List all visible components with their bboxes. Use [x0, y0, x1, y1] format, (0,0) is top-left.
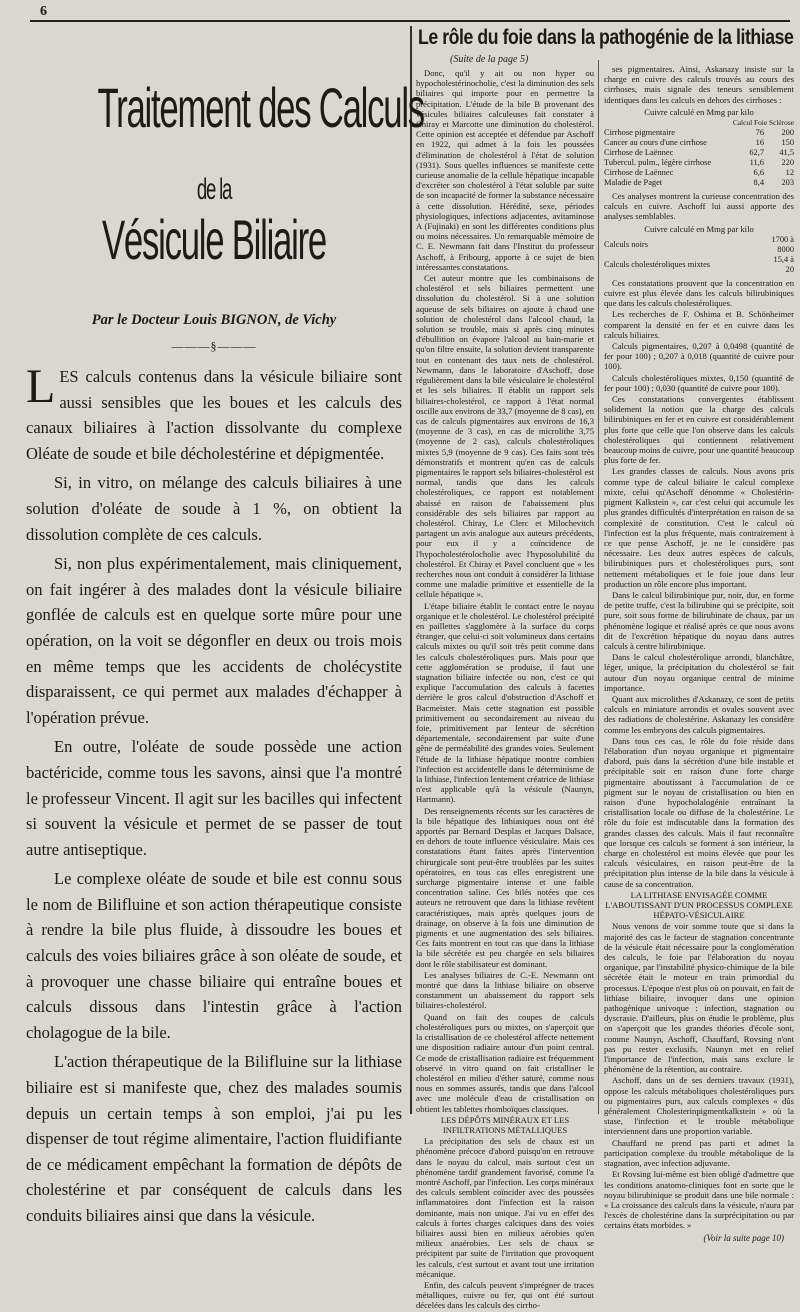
table-cell-label: Cirrhose de Laënnec [604, 168, 674, 178]
paragraph: En outre, l'oléate de soude possède une action bactéricide, comme tous les savons, ainsi que l'a montré le professeur Vincent. Il agit sur les bacilles qui infectent si souvent la vésicule et permet de se passer de tout autre antiseptique. [26, 737, 402, 859]
paragraph: L'action thérapeutique de la Bilifluine sur la lithiase biliaire est si manifeste que, chez des malades soumis depuis un certain temps à son emploi, j'ai pu les dispenser de tout régime alimentaire, l'action fluidifiante de ce médicament empêchant la formation de dépôts de cholestérine et par conséquent de calculs dans les conduits biliaires ainsi que dans la vésicule. [26, 1052, 402, 1225]
table-cell-label: Cirrhose pigmentaire [604, 128, 675, 138]
table-row [604, 168, 794, 178]
title-line-3: Vésicule Biliaire [102, 208, 326, 271]
table-cell-label: Tubercul. pulm., légère cirrhose [604, 158, 712, 168]
paragraph: Ces constatations convergentes établissent solidement la notion que la charge des calculs bilirubiniques en fer et en cuivre est considérablement plus forte que celle que l'on observe dans les calculs cholestéroliques qui contiennent relativement beaucoup moins de cuivre, pour une quantité beaucoup plus forte de fer. [604, 394, 794, 466]
paragraph: Aschoff, dans un de ses derniers travaux (1931), oppose les calculs métaboliques cholestéroliques purs ou pigmentaires purs, aux calculs complexes « dûs généralement Cholesterinpigmentkalkstein » où la stase, l'infection et le trouble métabolique interviennent dans une proportion variable. [604, 1075, 794, 1137]
table-cell-value: 62,7 [749, 148, 764, 158]
table-cell-value: 16 [755, 138, 764, 148]
paragraph: Le complexe oléate de soude et bile est connu sous le nom de Bilifluine et son action thérapeutique consiste à rendre la bile plus fluide, à dissoudre les boues et calculs des voies biliaires grâce à son oléate de soude, et à provoquer une chasse biliaire qui entraîne boues et calculs dissous dans l'intestin grâce à l'action cholagogue de la bile. [26, 869, 402, 1042]
paragraph: Calculs cholestéroliques mixtes, 0,150 (quantité de fer pour 100) ; 0,030 (quantité de cuivre pour 100). [604, 372, 794, 393]
paragraph: Cet auteur montre que les combinaisons de cholestérol et sels biliaires permettent une dissolution du cholestérol. Si à une solution aqueuse de sels biliaires on ajoute à chaud une solution de cholestérol dans l'alcool chaud, la solution se trouble, mais si après cinq minutes d'ébullition on évapore l'alcool au bain-marie et qu'on filtre ensuite, la solution devient transparente tout en contenant des taux nets de cholestérol. Newmann, dans le laboratoire d'Aschoff, dose régulièrement dans la bile vésiculaire le cholestérol et les sels biliaires. Il établit un rapport sels biliaires-cholestérol, ce rapport à l'état normal oscille aux environs de 33,7 (moyenne de 8 cas), en cas de calculs pigmentaires aux environs de 16,3 (moyenne de 3 cas), en cas de microlithe 3,75 (moyenne de 2 cas), calculs cholestéroliques mixtes 5,9 (moyenne de 9 cas). Ces faits sont très démonstratifs et montrent qu'en cas de calculs pigmentaires le rapport sels biliaires-cholestérol est normal, tandis que dans les calculs cholestéroliques, ce rapport est notablement abaissé en raison de l'abaissement plus considérable des sels biliaires par rapport au cholestérol. Chiray, Le Clerc et Milochevitch partagent un avis analogue aux auteurs précédents, pour eux il y a coïncidence de l'hypocholestérolocholie avec l'hyposolubilité du cholestérol. Et Chiray et Pavel concluent que « les recherches nous ont conduit à considérer la lithiase comme une maladie primitive et essentielle de la cellule hépatique ». [416, 273, 594, 600]
paragraph: Les grandes classes de calculs. Nous avons pris comme type de calcul biliaire le calcul complexe mixte, celui qu'Aschoff dénomme « Cholestérin-pigment Kalkstein », car c'est celui qui accumule les plus grandes difficultés d'interprétation en raison de sa complexité de constitution. C'est le calcul où l'infection est la plus fréquente, mais contrairement à ce que pense Aschoff, je ne le considère pas nécessaire. Les deux autres espèces de calculs, bilirubiniques purs et cholestéroliques purs, sont nettement métaboliques et le foie joue dans leur production un rôle encore plus important. [604, 466, 794, 589]
table-cell-value: 41,5 [779, 148, 794, 158]
paragraph: La précipitation des sels de chaux est un phénomène précoce d'abord puisqu'on en retrouve dans le noyau du calcul, mais surtout c'est un phénomène tardif grandement favorisé, comme l'a montré Aschoff, par l'infection. Les corps minéraux des calculs semblent coïncider avec des poussées inflammatoires dont l'infection est la raison dominante, mais non unique. J'ai vu en effet des calculs à fortes charges calciques dans des voies biliaires aussi bien en milieux aérobies qu'en milieux anaérobies. Les sels de chaux se précipitent par suite de l'irritation que provoquent les calculs, c'est surtout et avant tout une irritation mécanique. [416, 1136, 594, 1279]
paragraph: Donc, qu'il y ait ou non hyper ou hypocholestérinocholie, c'est la diminution des sels biliaires qui importe pour en permettre la précipitation. L'étude de la bile B provenant des vésicules biliaires calculeuses fait constater à Chiray et Marcotte une diminution du cholestérol. Cette opinion est acceptée et défendue par Aschoff en 1922, qui admet à la fois les poussées d'élimination de cholestérol à l'état de solution (1931). Sous quelles influences se manifeste cette curieuse anomalie de la cellule hépatique incapable d'excréter son cholestérol à l'état soluble par suite de son incapacité de former la substance nécessaire à cette dissolution. Hérédité, sexe, périodes physiologiques, infections adjacentes, avitaminose A (Fujinaki) en sont les différentes conditions plus ou moins nécessaires. Un remarquable mémoire de C. E. Newmann fait dans l'Institut du professeur Aschoff, à Fribourg, apporte à ce sujet de bien intéressantes constatations. [416, 68, 594, 272]
table-cell-value: 8,4 [753, 178, 764, 188]
table-cell-value: 203 [781, 178, 794, 188]
table-caption: Cuivre calculé en Mmg par kilo [644, 223, 754, 234]
table-row [604, 178, 794, 188]
table-cell-label: Maladie de Paget [604, 178, 663, 188]
right-article-column-2 [604, 64, 794, 1243]
byline: Par le Docteur Louis BIGNON, de Vichy [91, 312, 337, 328]
table-row [604, 138, 794, 148]
table-cell-label: Cancer au cours d'une cirrhose [604, 138, 707, 148]
paragraph: Si, non plus expérimentalement, mais cliniquement, on fait ingérer à des malades dont la vésicule biliaire gonflée de calculs est en quelque sorte mûre pour une opération, on la voit se dégonfler en deux ou trois mois en même temps que les accidents de cholécystite disparaissent, ce qui permet aux malades d'échapper à l'opération prévue. [26, 554, 402, 727]
table-header: Calcul Foie Sclérose [732, 118, 794, 128]
article-title [97, 76, 424, 296]
paragraph: Des renseignements récents sur les caractères de la bile hépatique des lithiasiques nous ont été apportés par Bernard Desplas et Jacques Dalsace, en dehors de toute influence vésiculaire. Mais ces constatations étant faites après l'intervention chirurgicale sont peut-être troublées par les suites opératoires, en tous cas elles enregistrent une surcharge pigmentaire intense et une faible concentration saline. Ces bilés notées que ces auteurs ne retrouvent que dans la lithiase revêtent caractéristiques, mais après quelques jours de drainage, on observe à la fois une diminution de pigments et une augmentation des sels biliaires. Ces faits montrent en tout cas que dans la lithiase la bile sécrétée est peu chargée en sels biliaires dont le rôle stabilisateur est dominant. [416, 805, 594, 969]
column-rule [598, 60, 599, 1114]
subheading: LES DÉPÔTS MINÉRAUX ET LES INFILTRATIONS MÉTALLIQUES [440, 1114, 570, 1135]
paragraph: Quant aux microlithes d'Askanazy, ce sont de petits calculs en miniature arrondis et ovales souvent avec des radiations de cholestérine. Askanazy les considère comme les embryons des calculs pigmentaires. [604, 693, 794, 735]
top-rule [30, 20, 790, 22]
table-cell-value: 1700 à 8000 [771, 234, 794, 254]
table-cell-value: 76 [755, 128, 764, 138]
paragraph: Et Rovsing lui-même est bien obligé d'admettre que les conditions anatomo-cliniques font en sorte que le noyau bilirubinique se produit dans une bile normale : « La croissance des calculs dans la vésicule, n'aura par l'excès de cholestérine dans la surprécipitation ou par certains états morbides. » [604, 1169, 794, 1231]
table-cell-value: 6,6 [753, 168, 764, 178]
paragraph: L'étape biliaire établit le contact entre le noyau organique et le cholestérol. Le cholestérol précipité en paillettes s'agglomère à la surface du corps étranger, que celui-ci soit volumineux dans certains calculs mixtes ou qu'il soit très petit comme dans les calculs cholestéroliques purs. Mais pour que cette agglomération se produise, il faut une stagnation biliaire infectée ou non, c'est ce qui explique l'accumulation des calculs à facettes derrière le gros calcul d'obstruction d'Aschoff et Bacmeister. Mais cette stagnation est possible primitivement ou secondairement au niveau du foie, primitivement par lenteur de sécrétion départementale, secondairement par suite d'une gêne de perméabilité des grandes voies. Seulement l'étude de la lithiase hépatique montre combien l'infection est accidentelle dans le déterminisme de la lithiase, l'infection lentement créatrice de lithiase n'est applicable qu'à la vésicule (Naunyn, Hartmann). [416, 600, 594, 805]
left-body [26, 360, 402, 1229]
paragraph: Calculs pigmentaires, 0,207 à 0,0498 (quantité de fer pour 100) ; 0,207 à 0,018 (quantité de cuivre pour 100). [604, 341, 794, 372]
paragraph: Dans tous ces cas, le rôle du foie réside dans l'élaboration d'un noyau organique et pigmentaire d'abord, puis dans la sécrétion d'une bile instable et précipitable soit en raison d'une forte charge pigmentaire aboutissant à l'accumulation de ce pigment sur le noyau de cristallisation ou bien en raison d'une hypocholalogénie entraînant la cristallisation locale ou diffuse de la cholestérine. Le rôle du foie est indiscutable dans la formation des grandes classes des calculs. Mais il faut reconnaître que lorsque ces calculs se forment à son intérieur, la charge en cholestérol est moins élevée que pour les calculs vésiculaires, en raison peut-être de la précipitation plus intense de la bile dans la vésicule à cause de sa concentration. [604, 735, 794, 889]
table-cell-value: 150 [781, 138, 794, 148]
table-cell-value: 12 [785, 168, 794, 178]
drop-cap: L [26, 360, 56, 413]
left-article [26, 30, 424, 1229]
table-header-row [604, 118, 794, 128]
table-cell-label: Calculs cholestéroliques mixtes [604, 259, 711, 269]
copper-table-1 [604, 118, 794, 188]
table-cell-value: 200 [781, 128, 794, 138]
table-cell-value: 220 [781, 158, 794, 168]
table-row [604, 235, 794, 255]
table-cell-value: 11,6 [749, 158, 764, 168]
table-row [604, 128, 794, 138]
title-line-2: de la [196, 173, 232, 206]
paragraph: LES calculs contenus dans la vésicule biliaire sont aussi sensibles que les boues et les calculs des canaux biliaires à l'action dissolvante du complexe Oléate de soude et bile décholestérine et dépigmentée. [26, 360, 402, 463]
right-article-headline: Le rôle du foie dans la pathogénie de la lithiase [418, 26, 794, 49]
right-article-column-1 [416, 68, 594, 1312]
table-row [604, 158, 794, 168]
flourish-divider: ———§——— [171, 339, 257, 353]
table-cell-label: Cirrhose de Laënnec [604, 148, 674, 158]
continued-on: (Voir la suite page 10) [703, 1232, 784, 1243]
subheading: LA LITHIASE ENVISAGÉE COMME L'ABOUTISSANT D'UN PROCESSUS COMPLEXE HÉPATO-VÉSICULAIRE [605, 889, 793, 921]
table-cell-value: 15,4 à 20 [773, 254, 794, 274]
table-cell-label: Calculs noirs [604, 239, 648, 249]
paragraph: Nous venons de voir somme toute que si dans la majorité des cas le facteur de stagnation concentrante de la vésicule était nécessaire pour la conglomération des calculs, le foie par l'élaboration du noyau organique, par l'instabilité physico-chimique de la bile sécrétée était le moteur en train primordial du processus. L'époque n'est plus où on pouvait, en fait de lithiase biliaire, invoquer dans une opinion pathogénique univoque : infection, stagnation ou dyscrasie. D'ailleurs, plus on étudie le problème, plus on s'aperçoit que les grandes théories d'école sont, comme Naunyn, Aschoff, Chauffard, Rovsing n'ont pas pu rester exclusifs. Naunyn met en relief l'importance de l'infection, mais sans exclure le phénomène de la rétention, au contraire. [604, 921, 794, 1075]
paragraph: Chauffard ne prend pas parti et admet la participation complexe du trouble métabolique de la stagnation, avec infection adjuvante. [604, 1137, 794, 1169]
copper-table-2 [604, 235, 794, 275]
table-caption: Cuivre calculé en Mmg par kilo [644, 106, 754, 117]
paragraph: Quand on fait des coupes de calculs cholestéroliques purs ou mixtes, on s'aperçoit que la cristallisation de ce cholestérol affecte nettement une disposition radiaire autour d'un point central. Ce mode de cristallisation radiaire est fréquemment observé in vitro quand on fait cristalliser le cholestérol en milieu d'éther saturé, comme nous nous en sommes assurés, tandis que dans l'alcool avec une molécule d'eau de cristallisation on obtient les tablettes rhomboïques classiques. [416, 1011, 594, 1114]
paragraph: Les recherches de F. Oshima et B. Schönheimer comparent la densité en fer et en cuivre dans les calculs biliaires. [604, 309, 794, 340]
column-divider [410, 26, 412, 1114]
continued-from: (Suite de la page 5) [450, 54, 529, 65]
paragraph: Si, in vitro, on mélange des calculs biliaires à une solution d'oléate de soude à 1 %, on obtient la dissolution complète de ces calculs. [26, 473, 402, 544]
paragraph: Ces constatations prouvent que la concentration en cuivre est plus élevée dans les calculs bilirubiniques que dans les calculs cholestéroliques. [604, 277, 794, 309]
paragraph: ses pigmentaires. Ainsi, Askanazy insiste sur la charge en cuivre des calculs trouvés au cours des cirrhoses, mais signale des teneurs sensiblement identiques dans les calculs en dehors des cirrhoses : [604, 64, 794, 105]
paragraph: Dans le calcul bilirubinique pur, noir, dur, en forme de petite truffe, c'est la bilirubine qui se précipite, soit pure, soit sous forme de bilirubinate de chaux, par un phénomène logique et réalisé après ce que nous avons dit de l'excrétion hépatique du noyau dans autres calculs à centre bilirubinique. [604, 589, 794, 651]
paragraph: Dans le calcul cholestérolique arrondi, blanchâtre, léger, unique, la précipitation du cholestérol se fait autour d'un noyau organique central de minime importance. [604, 652, 794, 693]
paragraph: Enfin, des calculs peuvent s'imprégner de traces métalliques, cuivre ou fer, qui ont été surtout décelées dans les calculs des cirrho- [416, 1279, 594, 1311]
title-line-1: Traitement des Calculs [97, 76, 424, 139]
table-row [604, 148, 794, 158]
page-number: 6 [40, 4, 47, 19]
table-row [604, 255, 794, 275]
paragraph: Ces analyses montrent la curieuse concentration des calculs en cuivre. Aschoff lui aussi apporte des analyses semblables. [604, 191, 794, 222]
paragraph: Les analyses biliaires de C.-E. Newmann ont montré que dans la lithiase biliaire on observe constamment un abaissement du rapport sels biliaires-cholestérol. [416, 969, 594, 1011]
